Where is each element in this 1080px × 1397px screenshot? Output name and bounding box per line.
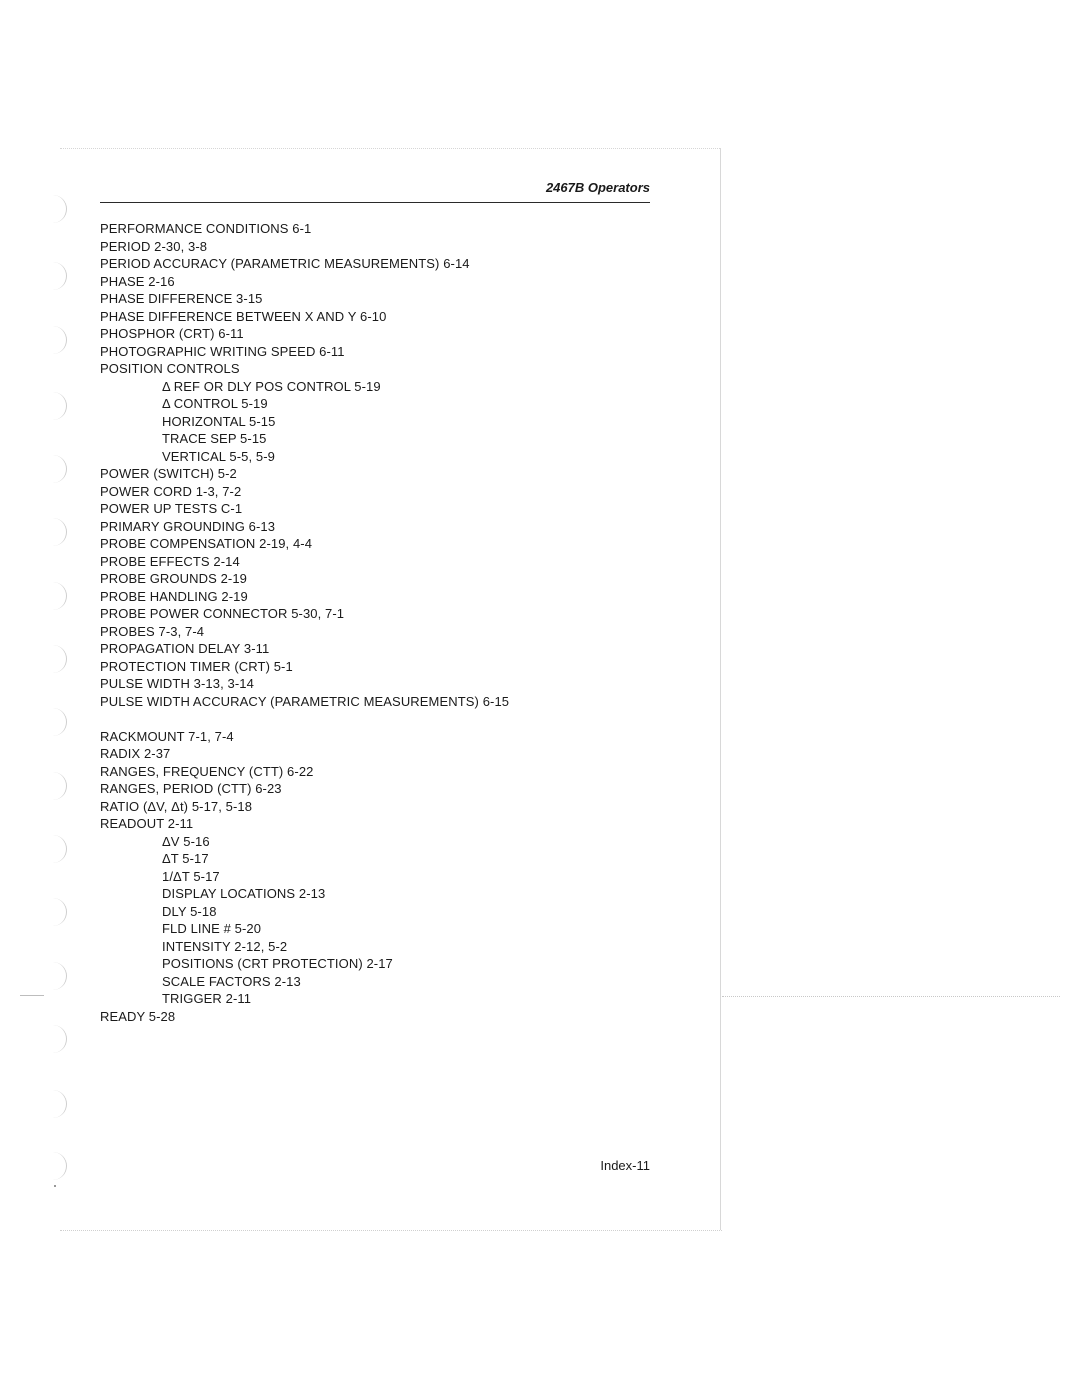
binder-hole-mark	[52, 898, 67, 926]
index-entry: POWER UP TESTS C-1	[100, 501, 243, 516]
binder-hole-mark	[52, 1025, 67, 1053]
page-header-title: 2467B Operators	[545, 180, 650, 195]
index-entry: PROTECTION TIMER (CRT) 5-1	[100, 658, 293, 674]
index-subentry: FLD LINE # 5-20	[162, 921, 262, 936]
index-entry: READY 5-28	[100, 1008, 176, 1024]
binder-hole-mark	[52, 392, 67, 420]
binder-hole-mark	[52, 455, 67, 483]
index-entry: PULSE WIDTH 3-13, 3-14	[100, 676, 254, 691]
index-entry: PHOSPHOR (CRT) 6-11	[100, 326, 244, 341]
index-entry: PROBE POWER CONNECTOR 5-30, 7-1	[100, 606, 345, 621]
binder-hole-mark	[52, 772, 67, 800]
index-entry: PULSE WIDTH ACCURACY (PARAMETRIC MEASUREMENTS) 6-15	[100, 693, 510, 709]
index-subentry: 1/ΔT 5-17	[162, 868, 220, 884]
index-entry: RANGES, FREQUENCY (CTT) 6-22	[100, 763, 314, 779]
index-subentry: DISPLAY LOCATIONS 2-13	[162, 886, 326, 901]
index-subentry: ΔV 5-16	[162, 833, 210, 849]
index-subentry: ΔT 5-17	[162, 851, 209, 866]
index-spacer	[100, 710, 660, 728]
scan-left-mark	[20, 995, 44, 996]
scan-border-top	[60, 148, 720, 149]
index-entry: PROPAGATION DELAY 3-11	[100, 641, 270, 656]
index-entry: PROBES 7-3, 7-4	[100, 623, 205, 639]
index-subentry: INTENSITY 2-12, 5-2	[162, 938, 288, 954]
index-subentry: DLY 5-18	[162, 903, 217, 919]
binder-hole-mark	[52, 582, 67, 610]
binder-hole-mark	[52, 1090, 67, 1118]
index-entry: POWER CORD 1-3, 7-2	[100, 483, 242, 499]
scan-speck	[54, 1185, 56, 1187]
index-subentry: TRACE SEP 5-15	[162, 431, 267, 446]
index-entry: RANGES, PERIOD (CTT) 6-23	[100, 781, 282, 796]
index-subentry: SCALE FACTORS 2-13	[162, 973, 301, 989]
index-entry: PRIMARY GROUNDING 6-13	[100, 518, 276, 534]
index-entry: POSITION CONTROLS	[100, 361, 240, 376]
index-subentry: HORIZONTAL 5-15	[162, 413, 276, 429]
binder-hole-mark	[52, 195, 67, 223]
page-number: Index-11	[600, 1158, 650, 1173]
index-entry: PHOTOGRAPHIC WRITING SPEED 6-11	[100, 343, 345, 359]
index-entry: RACKMOUNT 7-1, 7-4	[100, 728, 234, 744]
binder-hole-mark	[52, 962, 67, 990]
index-entry: PHASE DIFFERENCE BETWEEN X AND Y 6-10	[100, 308, 387, 324]
binder-hole-mark	[52, 1152, 67, 1180]
binder-hole-mark	[52, 645, 67, 673]
binder-hole-mark	[52, 708, 67, 736]
index-subentry: POSITIONS (CRT PROTECTION) 2-17	[162, 956, 393, 971]
index-entry: PROBE GROUNDS 2-19	[100, 571, 248, 586]
index-entry: RADIX 2-37	[100, 746, 171, 761]
index-entry: PROBE HANDLING 2-19	[100, 588, 248, 604]
index-entry: PHASE DIFFERENCE 3-15	[100, 291, 263, 306]
scan-border-bottom	[60, 1230, 722, 1231]
index-entry: POWER (SWITCH) 5-2	[100, 466, 237, 481]
binder-hole-mark	[52, 518, 67, 546]
index-subentry: VERTICAL 5-5, 5-9	[162, 448, 275, 464]
index-entry: PERFORMANCE CONDITIONS 6-1	[100, 221, 312, 236]
scan-border-mid	[722, 996, 1060, 997]
index-subentry: Δ CONTROL 5-19	[162, 396, 268, 411]
index-entry: PERIOD 2-30, 3-8	[100, 238, 208, 254]
scan-border-right	[720, 148, 721, 1230]
index-entry: PHASE 2-16	[100, 273, 175, 289]
index-subentry: TRIGGER 2-11	[162, 991, 252, 1006]
index-subentry: Δ REF OR DLY POS CONTROL 5-19	[162, 378, 381, 394]
binder-hole-mark	[52, 262, 67, 290]
header-rule	[100, 202, 650, 203]
index-entry: PROBE COMPENSATION 2-19, 4-4	[100, 536, 313, 551]
index-entry: READOUT 2-11	[100, 816, 194, 831]
binder-hole-mark	[52, 326, 67, 354]
index-entry-list	[100, 220, 660, 1025]
index-entry: PERIOD ACCURACY (PARAMETRIC MEASUREMENTS) 6-14	[100, 256, 470, 271]
index-entry: PROBE EFFECTS 2-14	[100, 553, 240, 569]
binder-hole-mark	[52, 835, 67, 863]
index-entry: RATIO (ΔV, Δt) 5-17, 5-18	[100, 798, 253, 814]
